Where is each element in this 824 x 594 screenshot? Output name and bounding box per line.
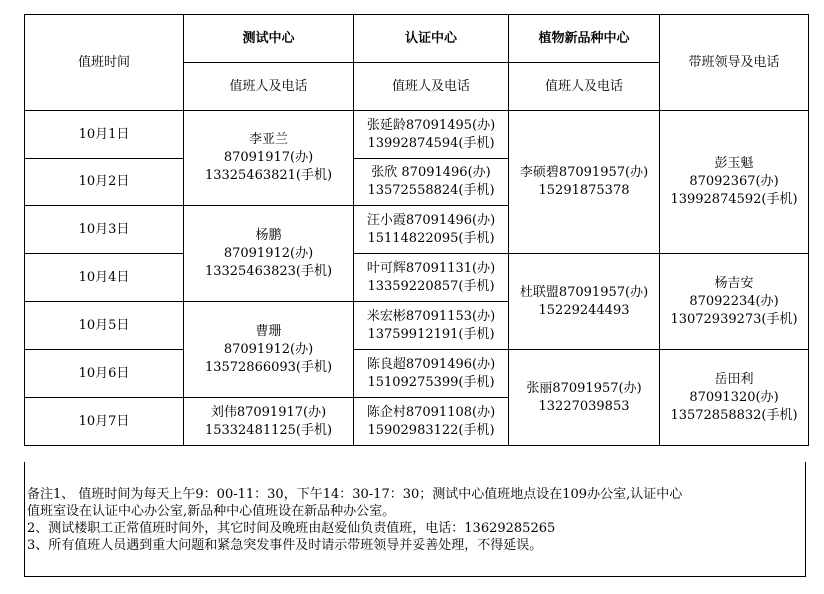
cert-staff-cell bbox=[354, 111, 509, 159]
staff-office: 李硕碧87091957(办) bbox=[519, 165, 649, 180]
cert-staff-cell bbox=[354, 302, 509, 350]
header-row-1 bbox=[25, 15, 809, 63]
staff-office: 米宏彬87091153(办) bbox=[366, 308, 496, 324]
cert-staff-cell bbox=[354, 350, 509, 398]
mobile-phone: 13992874592(手机) bbox=[670, 192, 798, 207]
staff-office: 杜联盟87091957(办) bbox=[519, 284, 649, 300]
table-row bbox=[25, 350, 809, 398]
mobile-phone: 13572858832(手机) bbox=[670, 407, 798, 423]
plant-staff-cell bbox=[509, 254, 660, 350]
date-cell: 10月5日 bbox=[25, 302, 184, 350]
staff-office: 张延龄87091495(办) bbox=[366, 117, 496, 133]
mobile-phone: 13325463821(手机) bbox=[204, 168, 333, 183]
office-phone: 87091917(办) bbox=[223, 150, 314, 165]
date-cell: 10月2日 bbox=[25, 159, 184, 206]
mobile-phone: 13759912191(手机) bbox=[367, 326, 495, 342]
leader-name: 岳田利 bbox=[714, 371, 754, 387]
office-phone: 87092367(办) bbox=[689, 174, 779, 189]
leader-cell bbox=[660, 254, 809, 350]
note-line: 2、测试楼职工正常值班时间外，其它时间及晚班由赵爱仙负责值班，电话：13629285265 bbox=[27, 521, 556, 536]
mobile-phone: 13072939273(手机) bbox=[670, 311, 798, 327]
mobile-phone: 15291875378 bbox=[538, 183, 630, 198]
mobile-phone: 15109275399(手机) bbox=[367, 374, 495, 390]
testing-staff-cell bbox=[184, 111, 354, 206]
staff-office: 张欣 87091496(办) bbox=[371, 165, 491, 180]
plant-center-header: 植物新品种中心 bbox=[509, 15, 660, 63]
table-row bbox=[25, 111, 809, 159]
testing-staff-cell bbox=[184, 206, 354, 302]
note-line: 备注1、 值班时间为每天上午9：00-11：30，下午14：30-17：30；测试中心值班地点设在109办公室,认证中心 bbox=[27, 487, 683, 502]
office-phone: 87091912(办) bbox=[223, 341, 314, 357]
testing-staff-cell bbox=[184, 302, 354, 398]
leader-header: 带班领导及电话 bbox=[660, 15, 809, 111]
mobile-phone: 13227039853 bbox=[538, 398, 630, 414]
table-row bbox=[25, 254, 809, 302]
mobile-phone: 13572558824(手机) bbox=[367, 183, 495, 198]
plant-staff-header: 值班人及电话 bbox=[509, 63, 660, 111]
cert-staff-cell bbox=[354, 398, 509, 446]
mobile-phone: 15114822095(手机) bbox=[367, 230, 495, 246]
cert-center-header: 认证中心 bbox=[354, 15, 509, 63]
notes-section bbox=[24, 462, 806, 577]
office-phone: 87092234(办) bbox=[689, 293, 779, 309]
mobile-phone: 13572866093(手机) bbox=[204, 359, 333, 375]
duty-roster-sheet bbox=[24, 14, 808, 578]
duty-roster-table bbox=[24, 14, 809, 446]
leader-name: 杨吉安 bbox=[714, 275, 754, 291]
office-phone: 87091912(办) bbox=[223, 245, 314, 261]
mobile-phone: 13992874594(手机) bbox=[367, 135, 495, 151]
testing-staff-cell bbox=[184, 398, 354, 446]
office-phone: 87091320(办) bbox=[689, 389, 779, 405]
date-cell: 10月3日 bbox=[25, 206, 184, 254]
mobile-phone: 13325463823(手机) bbox=[204, 263, 333, 279]
cert-staff-cell bbox=[354, 159, 509, 206]
staff-name: 杨鹏 bbox=[255, 227, 282, 243]
staff-office: 陈企村87091108(办) bbox=[366, 404, 496, 420]
cert-staff-cell bbox=[354, 206, 509, 254]
staff-name: 李亚兰 bbox=[248, 132, 288, 147]
staff-office: 刘伟87091917(办) bbox=[210, 404, 327, 420]
leader-cell bbox=[660, 111, 809, 254]
date-cell: 10月1日 bbox=[25, 111, 184, 159]
mobile-phone: 15229244493 bbox=[538, 302, 630, 318]
staff-office: 叶可辉87091131(办) bbox=[366, 260, 496, 276]
cert-staff-cell bbox=[354, 254, 509, 302]
date-cell: 10月6日 bbox=[25, 350, 184, 398]
note-line: 3、所有值班人员遇到重大问题和紧急突发事件及时请示带班领导并妥善处理，不得延误。 bbox=[27, 538, 543, 553]
staff-office: 汪小霞87091496(办) bbox=[366, 212, 496, 228]
date-cell: 10月4日 bbox=[25, 254, 184, 302]
cert-staff-header: 值班人及电话 bbox=[354, 63, 509, 111]
mobile-phone: 15902983122(手机) bbox=[367, 422, 495, 438]
plant-staff-cell bbox=[509, 111, 660, 254]
plant-staff-cell bbox=[509, 350, 660, 446]
testing-staff-header: 值班人及电话 bbox=[184, 63, 354, 111]
date-cell: 10月7日 bbox=[25, 398, 184, 446]
note-line: 值班室设在认证中心办公室,新品种中心值班设在新品种办公室。 bbox=[27, 504, 396, 519]
testing-center-header: 测试中心 bbox=[184, 15, 354, 63]
leader-cell bbox=[660, 350, 809, 446]
mobile-phone: 13359220857(手机) bbox=[367, 278, 495, 294]
staff-name: 曹珊 bbox=[255, 323, 282, 339]
mobile-phone: 15332481125(手机) bbox=[204, 422, 333, 438]
leader-name: 彭玉魁 bbox=[714, 156, 754, 171]
duty-time-header: 值班时间 bbox=[25, 15, 184, 111]
staff-office: 张丽87091957(办) bbox=[526, 380, 642, 396]
staff-office: 陈良超87091496(办) bbox=[366, 356, 496, 372]
